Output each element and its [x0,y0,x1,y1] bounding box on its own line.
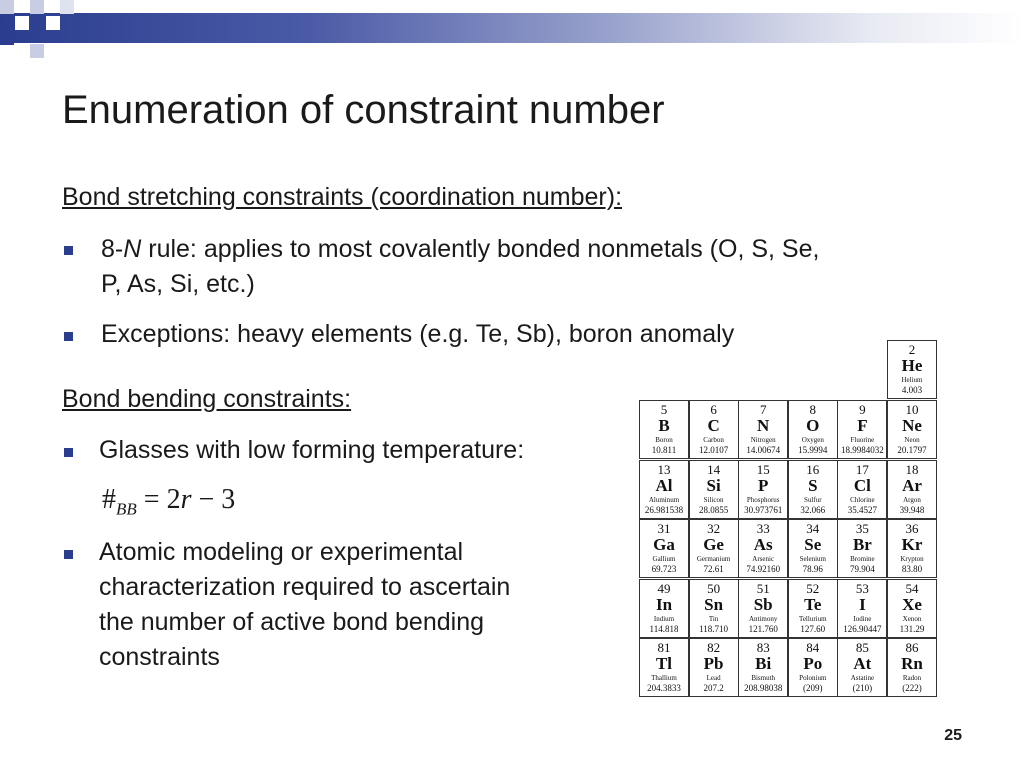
element-symbol: Rn [901,654,923,674]
header-decoration-band [0,13,1024,43]
bullet-exceptions: Exceptions: heavy elements (e.g. Te, Sb), boron anomaly [101,320,735,348]
element-cell-he [887,340,937,399]
element-number: 17 [855,461,869,477]
element-cell-tl [639,638,689,697]
element-symbol: I [859,594,866,614]
element-name: Nitrogen [750,436,776,444]
element-number: 51 [756,580,770,596]
element-number: 54 [905,580,919,596]
bullet-atomic-line: characterization required to ascertain [99,573,511,601]
element-mass: 39.948 [899,504,925,515]
element-cell-xe [887,579,937,638]
element-symbol: Pb [703,654,724,674]
element-number: 86 [905,640,919,656]
element-symbol: Ga [653,535,675,555]
bending-constraint-formula [102,484,235,520]
element-mass: 204.3833 [647,683,681,694]
element-mass: 32.066 [800,504,826,515]
formula-eq: = 2 [136,484,181,515]
element-name: Oxygen [801,436,824,444]
element-number: 49 [657,580,671,596]
element-cell-s [788,460,838,519]
element-name: Carbon [703,436,724,444]
element-symbol: N [757,416,770,435]
element-symbol: Sb [753,594,773,614]
header-decoration-square [0,31,14,45]
header-decoration-square [15,16,29,30]
element-cell-te [788,579,838,638]
element-number: 84 [806,640,820,656]
element-name: Tin [708,614,719,623]
element-cell-kr [887,519,937,578]
element-mass: 114.818 [649,623,679,634]
element-name: Thallium [651,674,677,683]
element-cell-at [837,638,887,697]
element-number: 15 [756,461,770,477]
header-decoration-square [30,44,44,58]
element-mass: 127.60 [800,623,826,634]
element-name: Radon [902,674,922,683]
element-number: 6 [710,402,717,417]
element-symbol: O [806,416,820,435]
element-symbol: S [808,475,818,495]
element-name: Arsenic [752,555,775,564]
element-cell-br [837,519,887,578]
element-cell-ne [887,400,937,459]
element-cell-f [837,400,887,459]
element-cell-cl [837,460,887,519]
element-number: 7 [759,402,767,417]
element-name: Helium [901,376,923,384]
element-cell-ar [887,460,937,519]
element-number: 85 [855,640,869,656]
element-number: 14 [707,461,721,477]
element-cell-as [738,519,788,578]
element-number: 53 [855,580,869,596]
element-cell-i [837,579,887,638]
element-number: 82 [707,640,721,656]
element-number: 32 [707,521,721,537]
element-mass: 4.003 [901,385,923,395]
element-cell-c [689,400,739,459]
element-symbol: Br [852,535,872,555]
element-symbol: Po [803,654,823,674]
formula-var-r: r [180,484,192,515]
bullet-marker [64,246,73,255]
element-mass: (209) [803,683,823,694]
element-cell-n [738,400,788,459]
element-symbol: Al [655,475,673,495]
element-number: 33 [756,521,770,537]
element-name: Iodine [853,614,872,623]
element-mass: 15.9994 [798,445,828,455]
element-number: 9 [859,402,866,417]
element-cell-sb [738,579,788,638]
element-name: Silicon [703,495,724,504]
element-name: Fluorine [850,436,875,444]
element-name: Bromine [850,555,875,564]
element-cell-ga [639,519,689,578]
element-name: Neon [904,436,920,444]
element-number: 50 [707,580,721,596]
element-name: Phosphorus [746,495,780,504]
element-number: 18 [905,461,919,477]
element-symbol: Ge [703,535,724,555]
element-name: Astatine [850,674,875,683]
element-symbol: Se [804,535,822,555]
element-number: 36 [905,521,919,537]
element-symbol: Si [706,475,721,495]
element-symbol: Xe [902,594,922,614]
element-name: Sulfur [804,495,822,504]
element-cell-po [788,638,838,697]
element-cell-ge [689,519,739,578]
element-cell-pb [689,638,739,697]
formula-tail: − 3 [191,484,236,515]
formula-hash: # [102,484,116,515]
element-cell-o [788,400,838,459]
element-cell-se [788,519,838,578]
element-symbol: In [655,594,673,614]
element-mass: 118.710 [699,623,729,634]
element-number: 52 [806,580,820,596]
bullet-atomic-line: Atomic modeling or experimental [99,538,464,566]
element-symbol: He [901,356,923,375]
element-mass: (210) [852,683,873,694]
element-name: Argon [903,495,921,504]
element-symbol: Tl [655,654,673,674]
element-mass: 74.92160 [746,564,781,575]
element-name: Indium [653,614,675,623]
header-decoration-square [46,16,60,30]
bullet-8n-italic-n: N [123,235,142,263]
element-mass: 12.0107 [698,445,729,455]
element-name: Gallium [652,555,676,564]
element-symbol: C [707,416,720,435]
element-symbol: Sn [704,594,724,614]
element-symbol: At [853,654,872,674]
element-number: 34 [806,521,820,537]
element-symbol: Kr [901,535,923,555]
element-symbol: Cl [853,475,871,495]
element-name: Germanium [696,555,731,564]
element-number: 83 [756,640,770,656]
element-mass: 78.96 [802,564,823,575]
element-number: 13 [657,461,671,477]
element-mass: 121.760 [748,623,778,634]
element-name: Lead [706,674,721,683]
element-number: 35 [855,521,869,537]
bullet-8n-prefix: 8- [101,235,124,263]
element-cell-b [639,400,689,459]
bullet-marker [64,332,73,341]
element-number: 8 [809,402,817,417]
bullet-marker [64,448,73,457]
element-number: 81 [657,640,671,656]
bond-bending-heading: Bond bending constraints: [62,385,352,413]
bullet-8n-line2: P, As, Si, etc.) [101,270,255,298]
element-number: 2 [908,342,916,357]
element-cell-sn [689,579,739,638]
header-decoration-square [0,0,14,14]
bullet-atomic-line: the number of active bond bending [99,608,484,636]
element-mass: 126.90447 [843,623,882,634]
element-cell-bi [738,638,788,697]
element-mass: (222) [902,683,922,694]
element-symbol: F [857,416,868,435]
element-symbol: Ar [902,475,922,495]
bullet-marker [64,550,73,559]
element-cell-al [639,460,689,519]
bond-stretching-heading: Bond stretching constraints (coordination number): [62,183,623,211]
element-cell-in [639,579,689,638]
element-symbol: Bi [755,654,772,674]
element-name: Boron [655,436,673,444]
element-name: Krypton [900,555,924,564]
element-mass: 79.904 [850,564,875,575]
page-number: 25 [944,727,962,744]
element-mass: 131.29 [899,623,925,634]
element-mass: 69.723 [651,564,677,575]
bullet-8n-rule [101,232,951,302]
header-decoration-square [30,0,44,14]
element-mass: 20.1797 [897,445,927,455]
element-cell-rn [887,638,937,697]
element-name: Chlorine [850,495,875,504]
element-symbol: B [658,416,670,435]
slide-title: Enumeration of constraint number [62,88,665,132]
element-number: 5 [660,402,668,417]
bullet-atomic-line: constraints [99,643,220,671]
element-mass: 83.80 [901,564,923,575]
element-mass: 30.973761 [744,504,783,515]
element-cell-p [738,460,788,519]
element-cell-si [689,460,739,519]
element-number: 10 [905,402,919,417]
element-mass: 26.981538 [644,504,684,515]
formula-subscript: BB [116,499,137,519]
element-mass: 18.9984032 [841,445,884,455]
element-mass: 28.0855 [698,504,729,515]
bullet-atomic-modeling [99,535,619,675]
header-decoration-square [60,0,74,14]
element-symbol: As [753,535,773,555]
element-symbol: Ne [902,416,922,435]
element-number: 16 [806,461,820,477]
element-name: Selenium [799,555,827,564]
element-mass: 207.2 [703,683,724,694]
element-mass: 208.98038 [744,683,783,694]
bullet-8n-line1-rest: rule: applies to most covalently bonded nonmetals (O, S, Se, [141,235,820,263]
element-name: Tellurium [799,614,827,623]
element-mass: 10.811 [651,445,677,455]
element-mass: 72.61 [703,564,724,575]
element-mass: 14.00674 [746,445,781,455]
bullet-low-forming-temp: Glasses with low forming temperature: [99,436,525,464]
element-mass: 35.4527 [847,504,878,515]
element-name: Xenon [902,614,922,623]
element-name: Bismuth [751,674,776,683]
element-name: Antimony [748,614,778,623]
element-name: Aluminum [648,495,680,504]
element-symbol: P [757,475,769,495]
element-number: 31 [657,521,671,537]
element-symbol: Te [804,594,822,614]
element-name: Polonium [799,674,827,683]
